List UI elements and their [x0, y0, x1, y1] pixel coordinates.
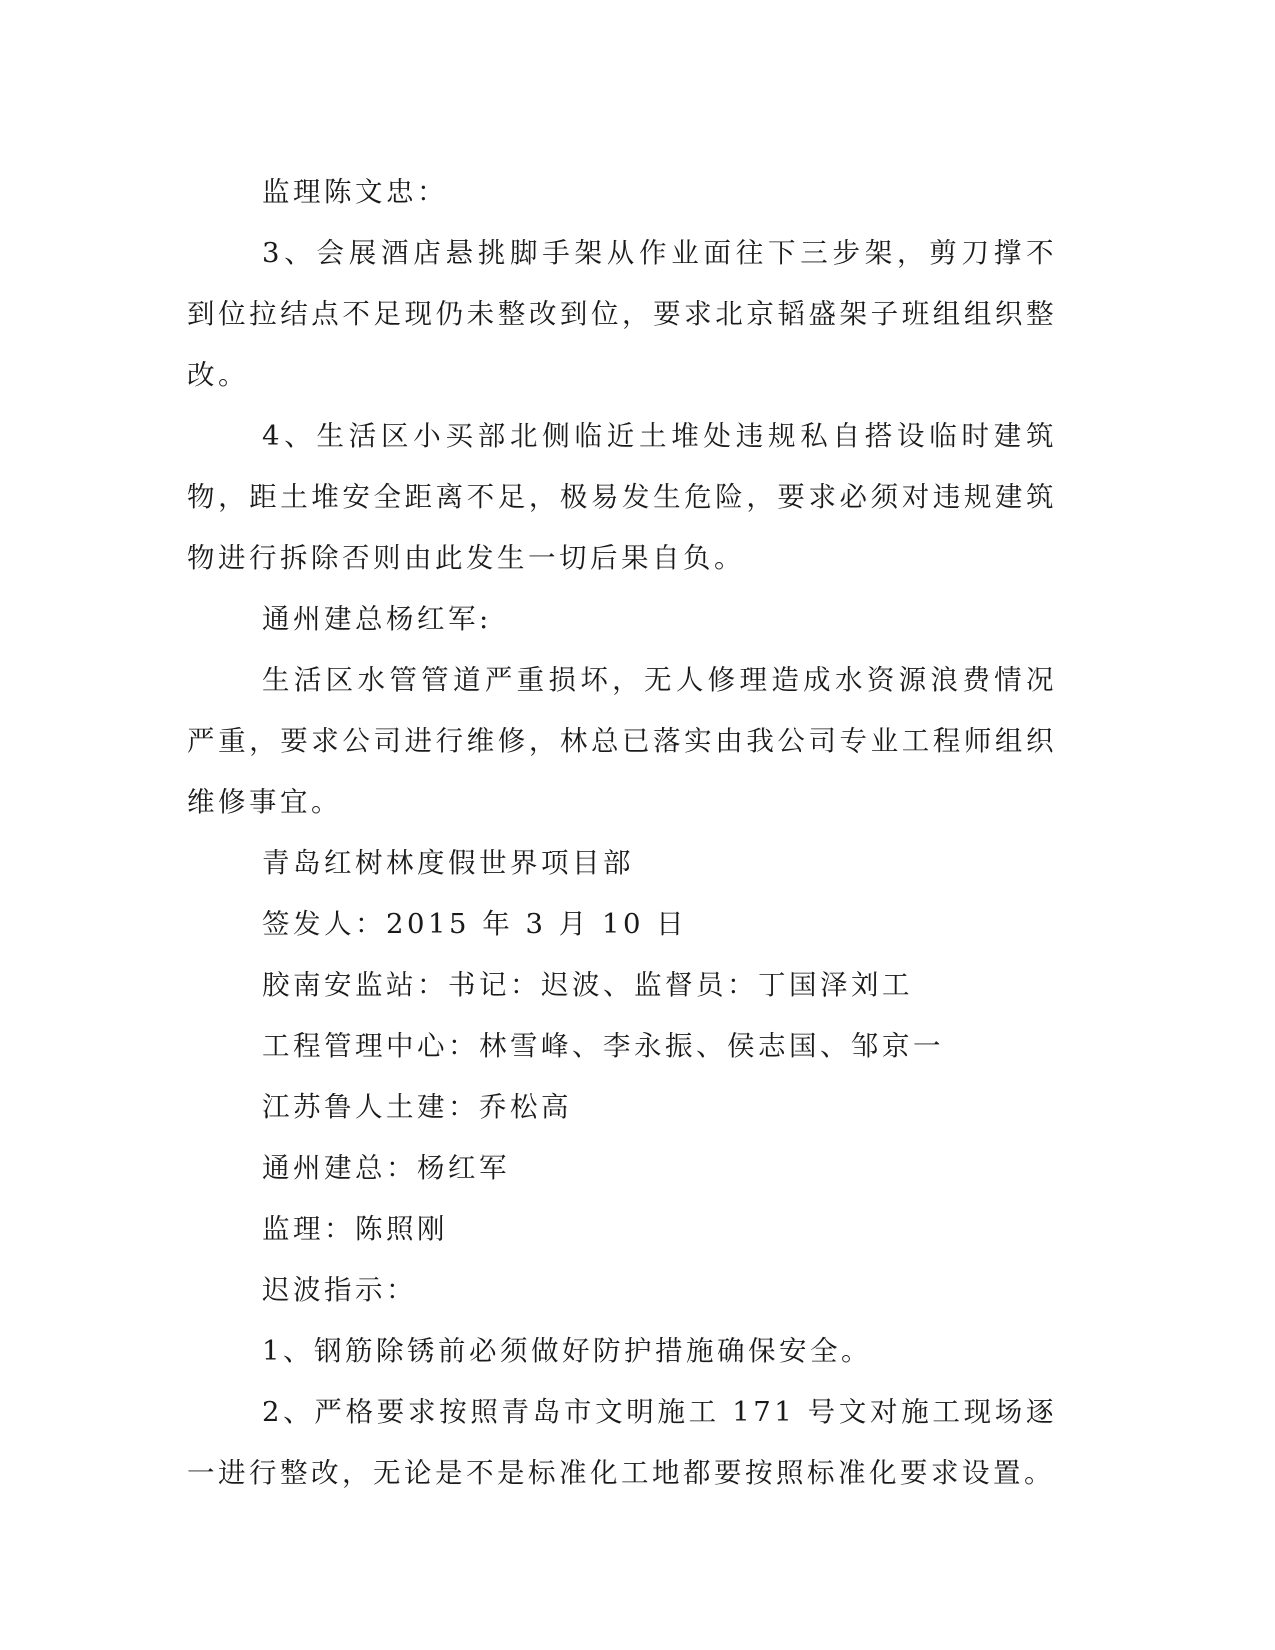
paragraph-jiangsu-civil: 江苏鲁人土建：乔松高 — [262, 1091, 572, 1123]
paragraph-supervisor: 监理：陈照刚 — [262, 1213, 448, 1245]
paragraph-instructions-heading: 迟波指示： — [262, 1274, 417, 1306]
document-body — [187, 162, 1057, 1504]
paragraph-project-dept: 青岛红树林度假世界项目部 — [262, 847, 634, 879]
paragraph-item-3: 3、会展酒店悬挑脚手架从作业面往下三步架，剪刀撑不到位拉结点不足现仍未整改到位，要求北京韬盛架子班组组织整改。 — [187, 237, 1057, 391]
paragraph-tongzhou: 通州建总：杨红军 — [262, 1152, 510, 1184]
paragraph-instruction-1: 1、钢筋除锈前必须做好防护措施确保安全。 — [262, 1335, 872, 1367]
paragraph-tongzhou-heading: 通州建总杨红军: — [262, 603, 492, 635]
paragraph-instruction-2: 2、严格要求按照青岛市文明施工 171 号文对施工现场逐一进行整改，无论是不是标准化工地都要按照标准化要求设置。 — [187, 1396, 1057, 1489]
paragraph-safety-station: 胶南安监站：书记：迟波、监督员：丁国泽刘工 — [262, 969, 913, 1001]
paragraph-water-pipe: 生活区水管管道严重损坏，无人修理造成水资源浪费情况严重，要求公司进行维修，林总已落实由我公司专业工程师组织维修事宜。 — [187, 664, 1057, 818]
paragraph-supervisor-heading: 监理陈文忠： — [262, 176, 448, 208]
paragraph-item-4: 4、生活区小买部北侧临近土堆处违规私自搭设临时建筑物，距土堆安全距离不足，极易发生危险，要求必须对违规建筑物进行拆除否则由此发生一切后果自负。 — [187, 420, 1057, 574]
paragraph-issuer-date: 签发人：2015 年 3 月 10 日 — [262, 908, 688, 940]
paragraph-engineering-center: 工程管理中心：林雪峰、李永振、侯志国、邹京一 — [262, 1030, 944, 1062]
